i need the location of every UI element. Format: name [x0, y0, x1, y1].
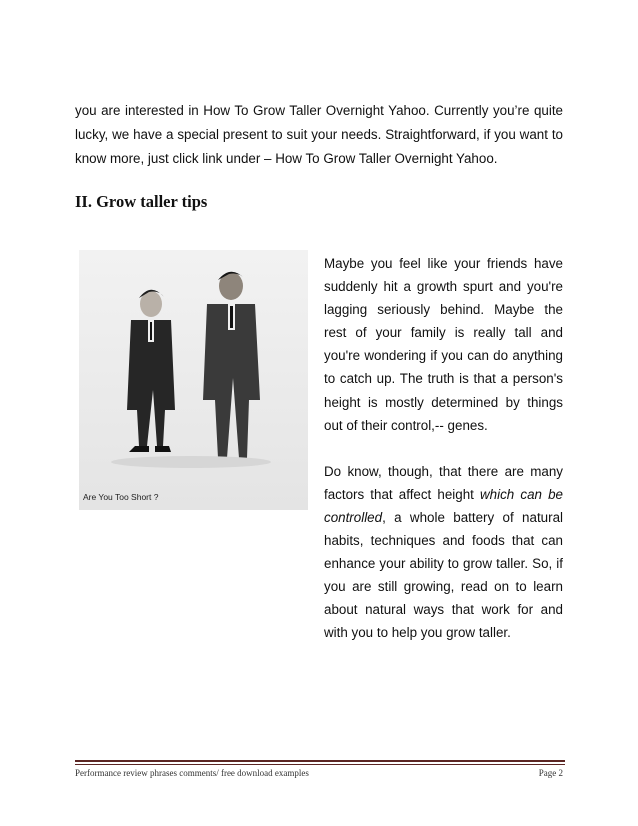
para2-text-start: Do know, though, that there are many factors that affect height — [324, 463, 563, 502]
right-column — [324, 252, 563, 645]
para2-italic-phrase: which can be controlled — [324, 486, 563, 525]
photo-two-men — [79, 250, 308, 510]
footer-rule-thin — [75, 764, 565, 765]
intro-paragraph: you are interested in How To Grow Taller Overnight Yahoo. Currently you’re quite lucky, we have a special present to suit your needs. Straightforward, if you want to know more, just click link under – How To Grow Taller Overnight Yahoo. — [75, 103, 563, 167]
photo-caption: Are You Too Short ? — [83, 492, 159, 502]
footer-text: Performance review phrases comments/ free download examples — [75, 768, 309, 778]
page-number: Page 2 — [538, 768, 563, 778]
paragraph-factors — [324, 460, 563, 645]
para2-text-end: , a whole battery of natural habits, techniques and foods that can enhance your ability to grow taller. So, if you are still growing, read on to learn about natural ways that work for and with you to help you grow taller. — [324, 509, 563, 641]
paragraph-genes: Maybe you feel like your friends have suddenly hit a growth spurt and you're lagging seriously behind. Maybe the rest of your family is really tall and you're wondering if you can do anything to catch up. The truth is that a person's height is mostly determined by things out of their control,-- genes. — [324, 256, 563, 433]
section-heading: II. Grow taller tips — [75, 192, 208, 211]
footer-rule-thick — [75, 760, 565, 762]
